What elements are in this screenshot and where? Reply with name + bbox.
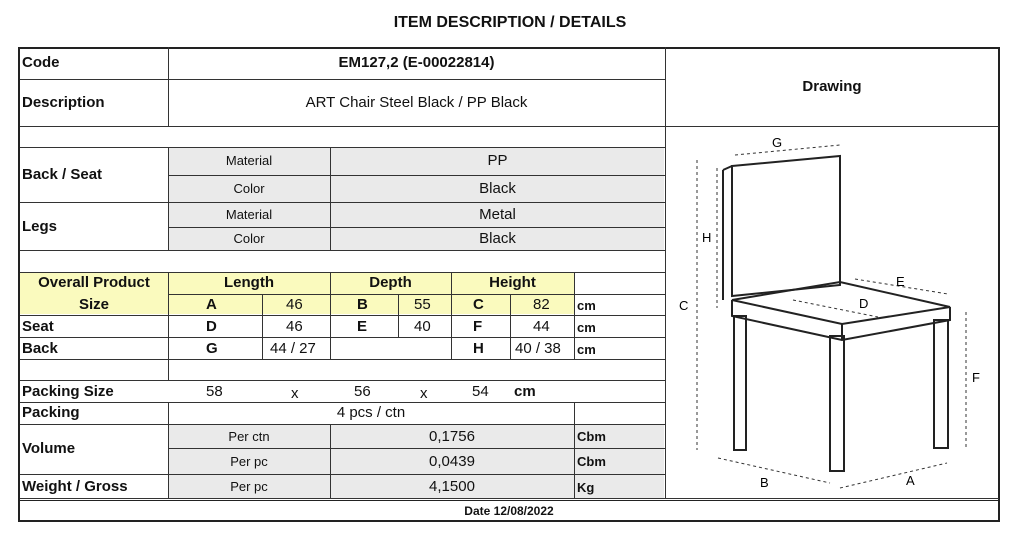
drawing-letter-h: H [702,230,712,245]
packing-value: 4 pcs / ctn [336,404,406,421]
description-value: ART Chair Steel Black / PP Black [305,94,528,111]
dim-e-value: 40 [414,318,431,335]
dim-b-value: 55 [414,296,431,313]
seat-label: Seat [22,318,54,335]
dim-c-value: 82 [533,296,550,313]
volume-label: Volume [22,440,76,457]
legs-label: Legs [22,218,58,235]
legs-material-label: Material [225,207,273,222]
packing-size-x2: x [420,385,428,402]
back-label: Back [22,340,58,357]
volume-per-pc-unit: Cbm [577,454,606,469]
legs-color-label: Color [233,231,265,246]
back-unit: cm [577,342,596,357]
legs-color-value: Black [479,230,516,247]
overall-unit: cm [577,298,596,313]
chair-drawing [665,126,999,498]
dim-g-letter: G [206,340,218,357]
packing-size-x1: x [291,385,299,402]
drawing-letter-c: C [679,298,689,313]
back-seat-material-label: Material [225,153,273,168]
dim-g-value: 44 / 27 [270,340,316,357]
dim-d-letter: D [206,318,217,335]
dim-c-letter: C [473,296,484,313]
drawing-letter-e: E [896,274,905,289]
volume-per-ctn-value: 0,1756 [429,428,475,445]
packing-size-width: 56 [354,383,371,400]
description-label: Description [22,94,105,111]
dim-b-letter: B [357,296,368,313]
chair-outline [723,156,950,471]
height-header: Height [489,274,536,291]
length-header: Length [224,274,274,291]
page-title: ITEM DESCRIPTION / DETAILS [393,14,627,31]
dim-f-value: 44 [533,318,550,335]
volume-per-ctn-unit: Cbm [577,429,606,444]
back-seat-color-label: Color [233,181,265,196]
volume-per-pc-value: 0,0439 [429,453,475,470]
back-seat-material-value: PP [487,152,508,169]
packing-size-height: 54 [472,383,489,400]
depth-header: Depth [369,274,412,291]
drawing-letter-f: F [972,370,980,385]
legs-material-value: Metal [479,206,516,223]
packing-size-label: Packing Size [22,383,114,400]
drawing-label: Drawing [802,78,862,95]
dim-h-value: 40 / 38 [515,340,561,357]
seat-unit: cm [577,320,596,335]
dim-a-value: 46 [286,296,303,313]
dim-f-letter: F [473,318,483,335]
overall-label-line2: Size [78,296,109,313]
overall-label-line1: Overall Product [38,274,150,291]
date-footer: Date 12/08/2022 [20,500,998,521]
code-label: Code [22,54,60,71]
drawing-letter-a: A [906,473,915,488]
weight-unit: Kg [577,480,595,495]
drawing-letter-g: G [772,135,783,150]
back-seat-label: Back / Seat [22,166,103,183]
packing-size-length: 58 [206,383,223,400]
drawing-letter-b: B [760,475,769,490]
volume-per-pc-label: Per pc [230,454,268,469]
volume-per-ctn-label: Per ctn [228,429,270,444]
packing-size-unit: cm [514,383,536,400]
dim-e-letter: E [357,318,368,335]
dim-a-letter: A [206,296,217,313]
weight-label: Weight / Gross [22,478,128,495]
back-seat-color-value: Black [479,180,516,197]
packing-label: Packing [22,404,80,421]
code-value: EM127,2 (E-00022814) [338,54,495,71]
dim-d-value: 46 [286,318,303,335]
drawing-letter-d: D [859,296,869,311]
weight-value: 4,1500 [429,478,475,495]
dim-h-letter: H [473,340,484,357]
weight-per-pc-label: Per pc [230,479,268,494]
